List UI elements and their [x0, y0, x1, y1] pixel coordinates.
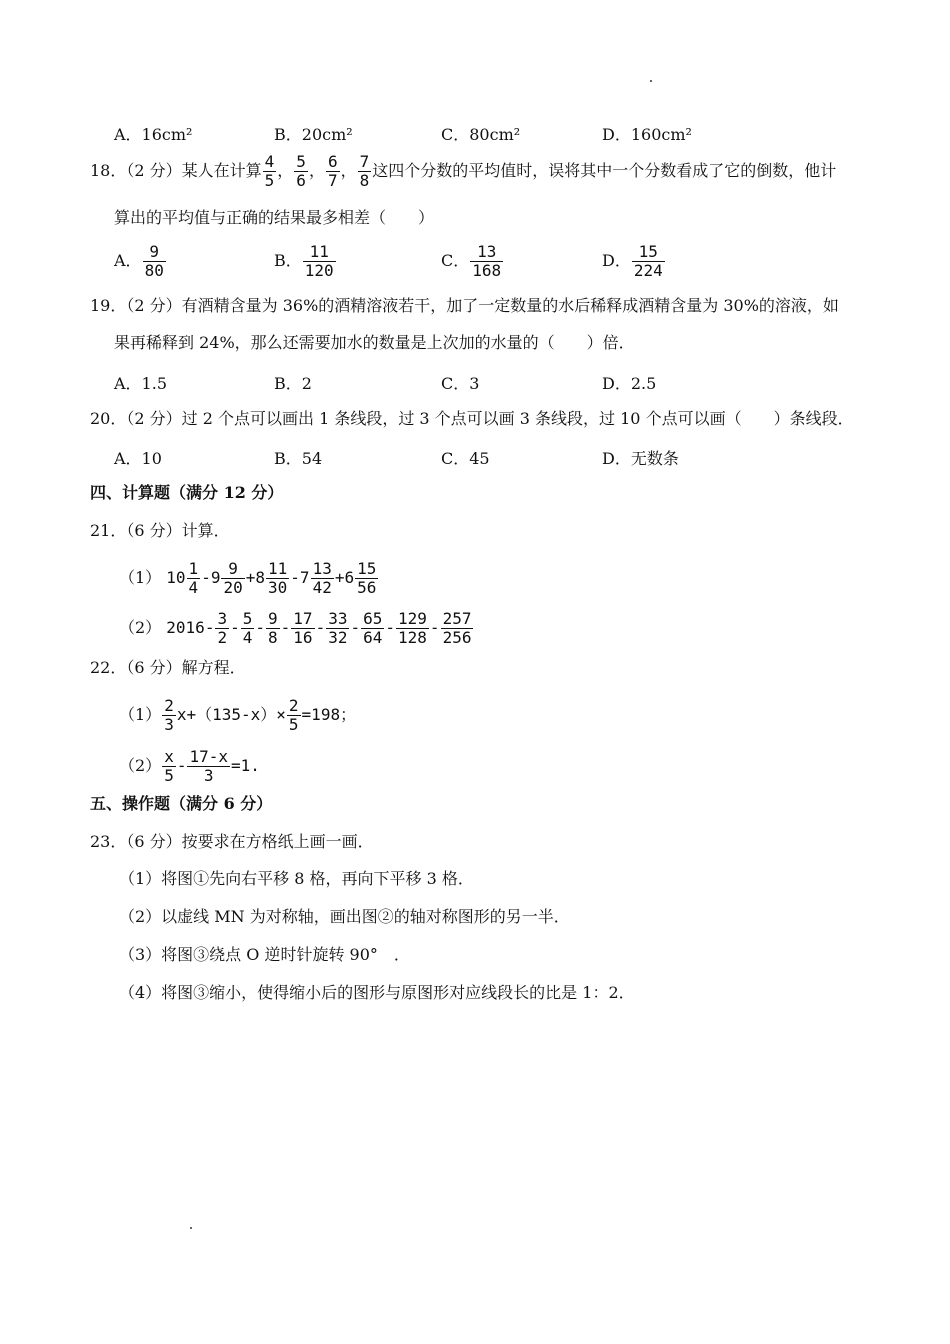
q18-option-c[interactable]: C． $\frac{13}{168}$ — [441, 242, 502, 280]
q19-option-b[interactable]: B．2 — [274, 374, 312, 393]
q17-option-d[interactable]: D．160cm² — [602, 125, 692, 144]
q18-prefix: 18．（2 分）某人在计算 — [90, 161, 262, 180]
q21-p1-term-5: +6 $\frac{15}{56}$ — [334, 559, 377, 597]
q18-frac-1: $\frac{4}{5}$ — [264, 152, 275, 190]
q23-item-2: （2）以虚线 MN 为对称轴，画出图②的轴对称图形的另一半． — [119, 907, 570, 926]
q18-option-b[interactable]: B． $\frac{11}{120}$ — [274, 242, 334, 280]
q23-item-3: （3）将图③绕点 O 逆时针旋转 90° ． — [119, 945, 410, 964]
page-mark-bottom — [190, 1227, 192, 1229]
q18-option-a[interactable]: A． $\frac{9}{80}$ — [114, 242, 164, 280]
q18-line2: 算出的平均值与正确的结果最多相差（ ） — [114, 208, 435, 227]
q22-title: 22．（6 分）解方程． — [90, 658, 246, 677]
q21-p1-term-3: +8 $\frac{11}{30}$ — [245, 559, 288, 597]
q19-option-d[interactable]: D．2.5 — [602, 374, 657, 393]
q17-option-b[interactable]: B．20cm² — [274, 125, 353, 144]
q21-part2: （2） 2016- $\frac{3}{2}$ - $\frac{5}{4}$ - $\frac{9}{8}$ - $\frac{17}{16}$ - $\frac{33}{32}$ - $\frac{65}{64}$ - $\frac{129}{128}$ - $\frac{257}{256}$ — [119, 609, 472, 647]
q23-item-1: （1）将图①先向右平移 8 格，再向下平移 3 格． — [119, 869, 474, 888]
q21-p1-term-2: -9 $\frac{9}{20}$ — [201, 559, 243, 597]
q19-option-a[interactable]: A．1.5 — [114, 374, 168, 393]
q22-part1: （1） $\frac{2}{3}$ x+（135-x）× $\frac{2}{5}$ =198； — [119, 696, 357, 734]
section-4-title: 四、计算题（满分 12 分） — [90, 483, 284, 502]
q17-option-c[interactable]: C．80cm² — [441, 125, 521, 144]
q22-part2: （2） $\frac{x}{5}$ - $\frac{17-x}{3}$ =1. — [119, 747, 260, 785]
q18-frac-2: $\frac{5}{6}$ — [296, 152, 306, 190]
q20-option-b[interactable]: B．54 — [274, 449, 323, 468]
section-5-title: 五、操作题（满分 6 分） — [90, 794, 273, 813]
q18-frac-4: $\frac{7}{8}$ — [359, 152, 370, 190]
q18-frac-3: $\frac{6}{7}$ — [327, 152, 338, 190]
q21-title: 21．（6 分）计算． — [90, 521, 230, 540]
q19-line1: 19．（2 分）有酒精含量为 36%的酒精溶液若干，加了一定数量的水后稀释成酒精含量为 30%的溶液，如 — [90, 296, 839, 315]
q19-option-c[interactable]: C．3 — [441, 374, 480, 393]
q21-p1-term-1: 10 $\frac{1}{4}$ — [166, 559, 199, 597]
q20-option-a[interactable]: A．10 — [114, 449, 162, 468]
q21-p1-term-4: -7 $\frac{13}{42}$ — [290, 559, 332, 597]
q18-line1: 18．（2 分）某人在计算 $\frac{4}{5}$ ， $\frac{5}{6}$ ， $\frac{6}{7}$ ， $\frac{7}{8}$ 这四个分数的平均值时，误将其中一个分数看成了它的倒数，他计 — [90, 152, 837, 190]
q20-line1: 20．（2 分）过 2 个点可以画出 1 条线段，过 3 个点可以画 3 条线段，过 10 个点可以画（ ）条线段． — [90, 409, 854, 428]
q19-line2: 果再稀释到 24%，那么还需要加水的数量是上次加的水量的（ ）倍． — [114, 333, 635, 352]
q23-item-4: （4）将图③缩小，使得缩小后的图形与原图形对应线段长的比是 1：2． — [119, 983, 635, 1002]
q20-option-c[interactable]: C．45 — [441, 449, 490, 468]
q18-option-d[interactable]: D． $\frac{15}{224}$ — [602, 242, 663, 280]
q17-option-a[interactable]: A．16cm² — [114, 125, 193, 144]
page-mark-top — [650, 80, 652, 82]
q23-title: 23．（6 分）按要求在方格纸上画一画． — [90, 832, 374, 851]
q20-option-d[interactable]: D．无数条 — [602, 449, 679, 468]
q18-suffix: 这四个分数的平均值时，误将其中一个分数看成了它的倒数，他计 — [372, 161, 837, 180]
q21-part1: （1） 10 $\frac{1}{4}$ -9 $\frac{9}{20}$ +8 $\frac{11}{30}$ -7 $\frac{13}{42}$ +6 $\frac{15}{56}$ — [119, 560, 379, 597]
